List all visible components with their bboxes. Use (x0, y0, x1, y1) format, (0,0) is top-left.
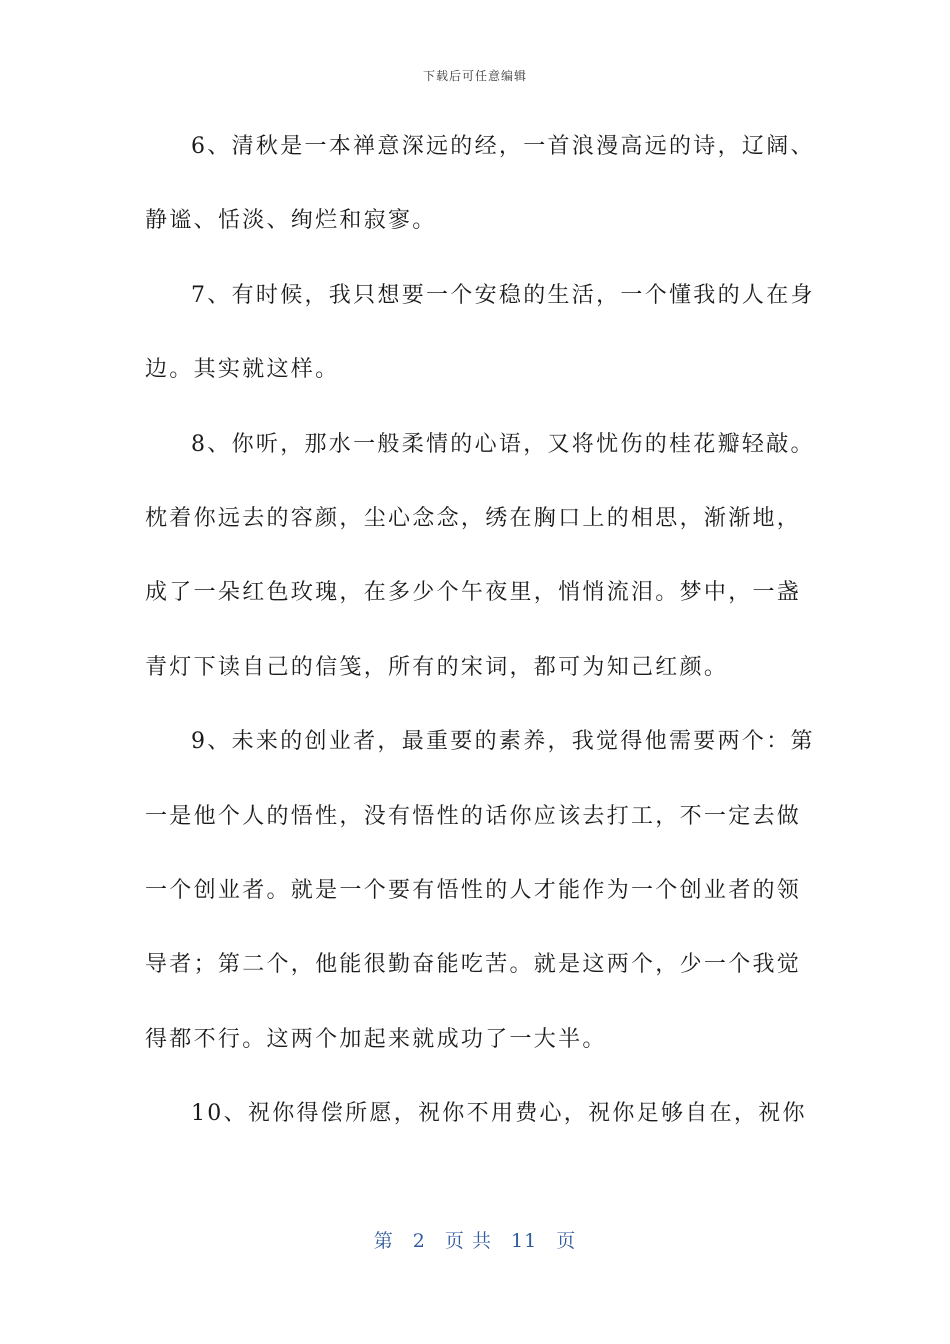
paragraph-7-line-2: 边。其实就这样。 (145, 357, 340, 383)
paragraph-6-line-2: 静谧、恬淡、绚烂和寂寥。 (145, 208, 437, 234)
paragraph-8-line-3: 成了一朵红色玫瑰，在多少个午夜里，悄悄流泪。梦中，一盏 (145, 580, 802, 606)
footer-current-page: 2 (412, 1230, 426, 1252)
footer-middle: 页 共 (444, 1230, 492, 1252)
footer-total-pages: 11 (511, 1230, 538, 1252)
paragraph-9-line-5: 得都不行。这两个加起来就成功了一大半。 (145, 1026, 607, 1052)
paragraph-9-line-4: 导者；第二个，他能很勤奋能吃苦。就是这两个，少一个我觉 (145, 952, 802, 978)
page-number-footer (0, 1226, 950, 1253)
paragraph-8-line-1: 8、你听，那水一般柔情的心语，又将忧伤的桂花瓣轻敲。 (191, 431, 815, 457)
paragraph-9-line-1: 9、未来的创业者，最重要的素养，我觉得他需要两个：第 (191, 729, 815, 755)
header-note: 下载后可任意编辑 (422, 69, 527, 83)
paragraph-8-line-4: 青灯下读自己的信笺，所有的宋词，都可为知己红颜。 (145, 654, 729, 680)
paragraph-10-line-1: 10、祝你得偿所愿，祝你不用费心，祝你足够自在，祝你 (191, 1101, 807, 1127)
paragraph-8-line-2: 枕着你远去的容颜，尘心念念，绣在胸口上的相思，渐渐地， (145, 505, 802, 531)
paragraph-9-line-2: 一是他个人的悟性，没有悟性的话你应该去打工，不一定去做 (145, 803, 802, 829)
footer-prefix: 第 (373, 1230, 394, 1252)
footer-suffix: 页 (556, 1230, 577, 1252)
paragraph-9-line-3: 一个创业者。就是一个要有悟性的人才能作为一个创业者的领 (145, 877, 802, 903)
paragraph-7-line-1: 7、有时候，我只想要一个安稳的生活，一个懂我的人在身 (191, 282, 815, 308)
document-body (145, 110, 815, 1151)
paragraph-6-line-1: 6、清秋是一本禅意深远的经，一首浪漫高远的诗，辽阔、 (191, 134, 815, 159)
